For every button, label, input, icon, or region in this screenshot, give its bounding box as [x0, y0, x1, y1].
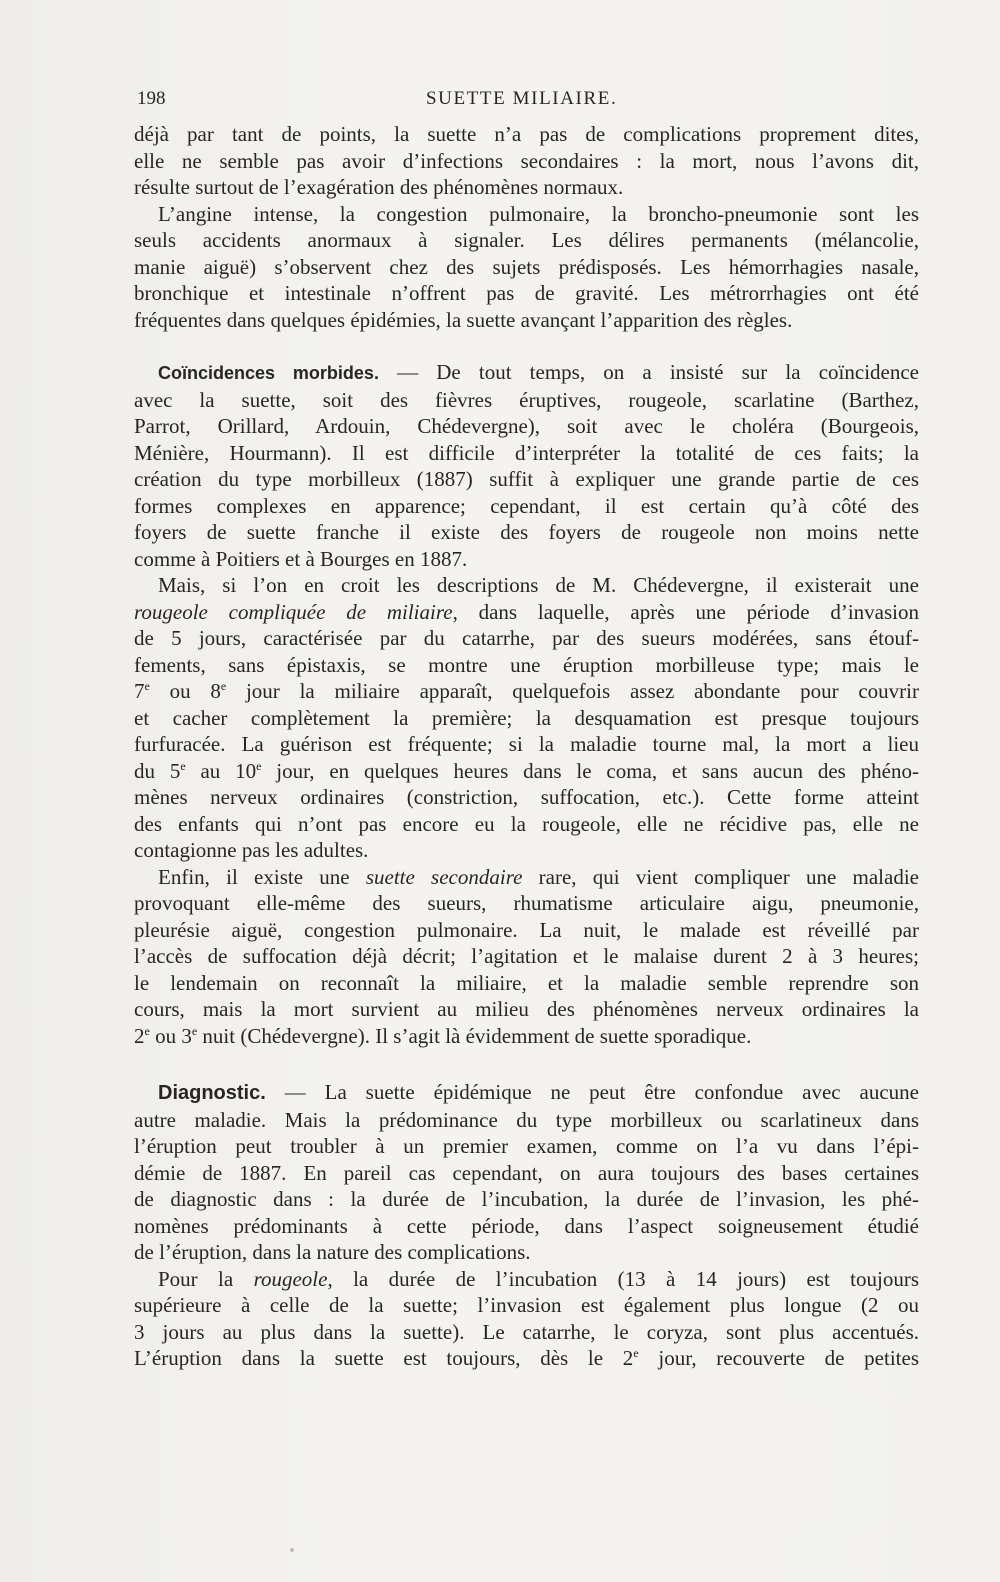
text-line: contagionne pas les adultes. — [134, 838, 369, 862]
superscript: e — [144, 1023, 150, 1038]
text-run: 7 — [134, 679, 145, 703]
text-line: seuls accidents anormaux à signaler. Les délires permanents (mélancolie, — [134, 228, 919, 252]
text-line: mènes nerveux ordinaires (constriction, suffocation, etc.). Cette forme atteint — [134, 785, 919, 809]
text-line: L’angine intense, la congestion pulmonaire, la broncho-pneumonie sont les — [158, 201, 919, 226]
text-line: l’éruption peut troubler à un premier examen, comme on l’a vu dans l’épi- — [134, 1134, 919, 1158]
text-run: jour la miliaire apparaît, quelquefois assez abondante pour couvrir — [226, 679, 919, 703]
italic-term: rougeole compliquée de miliaire — [134, 599, 453, 624]
text-line — [134, 359, 919, 387]
text-line: bronchique et intestinale n’offrent pas de gravité. Les métrorrhagies ont été — [134, 281, 919, 305]
text-line — [134, 1079, 919, 1107]
superscript: e — [144, 679, 150, 693]
paragraph-rougeole-compliquee — [134, 572, 919, 864]
text-line — [134, 758, 919, 785]
text-line: provoquant elle-même des sueurs, rhumatisme articulaire aigu, pneumonie, — [134, 891, 919, 915]
text-line: le lendemain on reconnaît la miliaire, et la maladie semble reprendre son — [134, 970, 919, 995]
body-text — [134, 121, 919, 1372]
text-line — [134, 599, 919, 626]
text-line: Ménière, Hourmann). Il est difficile d’interpréter la totalité de ces faits; la — [134, 440, 919, 465]
text-run: au 10 — [185, 758, 257, 783]
text-line: pleurésie aiguë, congestion pulmonaire. La nuit, le malade est réveillé par — [134, 917, 919, 942]
text-line: autre maladie. Mais la prédominance du type morbilleux ou scarlatineux dans — [134, 1107, 919, 1132]
text-line — [134, 1345, 919, 1372]
paragraph-gap — [134, 1049, 919, 1079]
text-line: comme à Poitiers et à Bourges en 1887. — [134, 546, 468, 571]
paragraph-suette-secondaire — [134, 864, 919, 1050]
text-line: manie aiguë) s’observent chez des sujets prédisposés. Les hémorrhagies nasale, — [134, 254, 919, 279]
text-run: rare, qui vient compliquer une maladie — [522, 864, 919, 889]
text-run: Enfin, il existe une — [158, 864, 366, 889]
text-line — [134, 678, 919, 705]
text-line — [134, 1023, 919, 1050]
text-line: de 5 jours, caractérisée par du catarrhe, par des sueurs modérées, sans étouf- — [134, 626, 919, 650]
text-run: — La suette épidémique ne peut être confondue avec aucune — [265, 1080, 919, 1104]
text-line: des enfants qui n’ont pas encore eu la rougeole, elle ne récidive pas, elle ne — [134, 811, 919, 836]
text-run: ou 3 — [149, 1023, 192, 1048]
text-run: , la durée de l’incubation (13 à 14 jours) est toujours — [327, 1266, 919, 1291]
text-run: , dans laquelle, après une période d’invasion — [452, 599, 919, 624]
superscript: e — [633, 1346, 639, 1360]
paragraph-diagnostic — [134, 1079, 919, 1266]
text-line: et cacher complètement la première; la desquamation est presque toujours — [134, 705, 919, 730]
text-line: de diagnostic dans : la durée de l’incubation, la durée de l’invasion, les phé- — [134, 1187, 919, 1211]
paragraph-complications — [134, 201, 919, 334]
text-line: fréquentes dans quelques épidémies, la suette avançant l’apparition des règles. — [134, 307, 793, 332]
text-line: avec la suette, soit des fièvres éruptives, rougeole, scarlatine (Barthez, — [134, 387, 919, 412]
paragraph-continuation — [134, 121, 919, 201]
page-number: 198 — [137, 88, 166, 109]
text-run: nuit (Chédevergne). Il s’agit là évidemment de suette sporadique. — [197, 1023, 752, 1048]
text-line — [134, 1266, 919, 1293]
text-line: déjà par tant de points, la suette n’a pas de complications proprement dites, — [134, 122, 919, 146]
paper-speck — [290, 1548, 294, 1552]
section-heading-coincidences: Coïncidences morbides. — [158, 363, 379, 383]
text-line: démie de 1887. En pareil cas cependant, on aura toujours des bases certaines — [134, 1160, 919, 1185]
text-line: Parrot, Orillard, Ardouin, Chédevergne), soit avec le choléra (Bourgeois, — [134, 414, 919, 438]
paragraph-gap — [134, 333, 919, 359]
text-run: du 5 — [134, 758, 181, 783]
italic-term: rougeole — [253, 1266, 328, 1291]
text-run: jour, en quelques heures dans le coma, et sans aucun des phéno- — [261, 758, 919, 783]
text-line: formes complexes en apparence; cependant, il est certain qu’à côté des — [134, 493, 919, 518]
page-header — [137, 88, 920, 114]
superscript: e — [256, 758, 262, 773]
text-line: supérieure à celle de la suette; l’invasion est également plus longue (2 ou — [134, 1293, 919, 1317]
text-line: nomènes prédominants à cette période, dans l’aspect soigneusement étudié — [134, 1213, 919, 1238]
text-line: création du type morbilleux (1887) suffit à expliquer une grande partie de ces — [134, 467, 919, 491]
text-line: elle ne semble pas avoir d’infections secondaires : la mort, nous l’avons dit, — [134, 148, 919, 173]
text-run: Pour la — [158, 1266, 254, 1291]
superscript: e — [191, 1023, 198, 1038]
text-run: 2 — [134, 1023, 145, 1048]
text-run: — De tout temps, on a insisté sur la coïncidence — [378, 360, 919, 384]
running-head: SUETTE MILIAIRE. — [426, 88, 618, 109]
text-line: Mais, si l’on en croit les descriptions de M. Chédevergne, il existerait une — [158, 573, 919, 597]
text-run: jour, recouverte de petites — [638, 1346, 919, 1370]
text-line: de l’éruption, dans la nature des complications. — [134, 1240, 531, 1264]
text-line — [134, 864, 919, 891]
text-line: résulte surtout de l’exagération des phénomènes normaux. — [134, 175, 624, 199]
text-line: foyers de suette franche il existe des foyers de rougeole non moins nette — [134, 520, 919, 544]
text-line: 3 jours au plus dans la suette). Le catarrhe, le coryza, sont plus accentués. — [134, 1319, 919, 1344]
text-line: fements, sans épistaxis, se montre une éruption morbilleuse type; mais le — [134, 652, 919, 677]
text-line: cours, mais la mort survient au milieu des phénomènes nerveux ordinaires la — [134, 997, 919, 1021]
paragraph-rougeole-diagnostic — [134, 1266, 919, 1372]
superscript: e — [220, 679, 227, 693]
text-run: ou 8 — [149, 679, 221, 703]
section-heading-diagnostic: Diagnostic. — [158, 1082, 266, 1104]
text-line: furfuracée. La guérison est fréquente; si la maladie tourne mal, la mort a lieu — [134, 732, 919, 756]
text-run: L’éruption dans la suette est toujours, dès le 2 — [134, 1346, 634, 1370]
paragraph-coincidences — [134, 359, 919, 572]
text-line: l’accès de suffocation déjà décrit; l’agitation et le malaise durent 2 à 3 heures; — [134, 944, 919, 968]
italic-term: suette secondaire — [365, 864, 523, 889]
superscript: e — [180, 758, 186, 773]
